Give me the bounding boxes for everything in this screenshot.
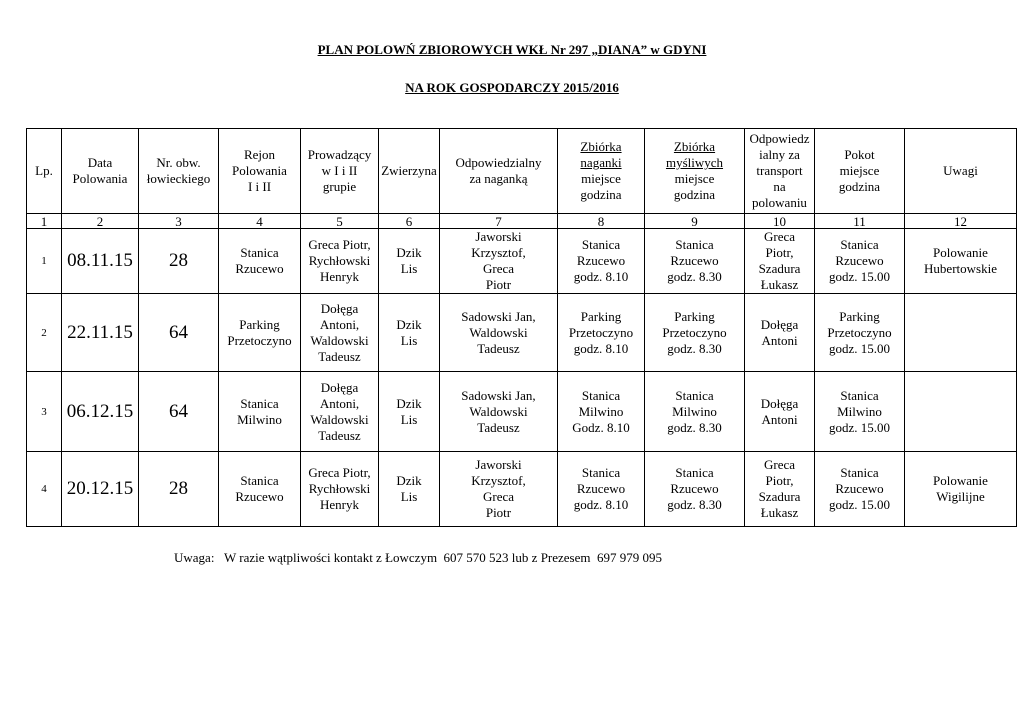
district-number: 28 bbox=[139, 229, 219, 294]
beaters-meeting: Stanica Milwino Godz. 8.10 bbox=[558, 372, 645, 452]
beaters-responsible: Jaworski Krzysztof, Greca Piotr bbox=[440, 452, 558, 527]
beaters-meeting: Parking Przetoczyno godz. 8.10 bbox=[558, 294, 645, 372]
hunters-meeting: Stanica Rzucewo godz. 8.30 bbox=[645, 452, 745, 527]
hunters-meeting: Parking Przetoczyno godz. 8.30 bbox=[645, 294, 745, 372]
note-text: W razie wątpliwości kontakt z Łowczym 607 570 523 lub z Prezesem 697 979 095 bbox=[223, 550, 662, 565]
column-number: 4 bbox=[219, 214, 301, 229]
pokot: Parking Przetoczyno godz. 15.00 bbox=[815, 294, 905, 372]
transport-responsible: Dołęga Antoni bbox=[745, 372, 815, 452]
hunting-area: Stanica Milwino bbox=[219, 372, 301, 452]
beaters-responsible: Sadowski Jan, Waldowski Tadeusz bbox=[440, 372, 558, 452]
column-number: 10 bbox=[745, 214, 815, 229]
header-remarks: Uwagi bbox=[905, 129, 1017, 214]
table-row bbox=[27, 452, 1017, 527]
transport-responsible: Greca Piotr, Szadura Łukasz bbox=[745, 229, 815, 294]
district-number: 28 bbox=[139, 452, 219, 527]
column-number: 5 bbox=[301, 214, 379, 229]
hunt-date: 08.11.15 bbox=[62, 229, 139, 294]
header-hunters-meeting: Zbiórka myśliwych miejsce godzina bbox=[645, 129, 745, 214]
header-pokot: Pokot miejsce godzina bbox=[815, 129, 905, 214]
column-number: 9 bbox=[645, 214, 745, 229]
column-number: 1 bbox=[27, 214, 62, 229]
header-district-number: Nr. obw. łowieckiego bbox=[139, 129, 219, 214]
column-number: 8 bbox=[558, 214, 645, 229]
document-title: PLAN POLOWŃ ZBIOROWYCH WKŁ Nr 297 „DIANA” w GDYNI bbox=[317, 42, 707, 57]
remarks: Polowanie Hubertowskie bbox=[905, 229, 1017, 294]
leader: Dołęga Antoni, Waldowski Tadeusz bbox=[301, 372, 379, 452]
beaters-responsible: Jaworski Krzysztof, Greca Piotr bbox=[440, 229, 558, 294]
column-number: 2 bbox=[62, 214, 139, 229]
row-number: 2 bbox=[27, 294, 62, 372]
hunt-date: 06.12.15 bbox=[62, 372, 139, 452]
hunting-plan-table bbox=[26, 128, 1017, 527]
beaters-responsible: Sadowski Jan, Waldowski Tadeusz bbox=[440, 294, 558, 372]
column-number: 11 bbox=[815, 214, 905, 229]
column-number: 12 bbox=[905, 214, 1017, 229]
contact-note bbox=[174, 550, 662, 566]
document-subtitle: NA ROK GOSPODARCZY 2015/2016 bbox=[405, 80, 619, 95]
remarks: Polowanie Wigilijne bbox=[905, 452, 1017, 527]
hunters-meeting: Stanica Milwino godz. 8.30 bbox=[645, 372, 745, 452]
leader: Greca Piotr, Rychłowski Henryk bbox=[301, 452, 379, 527]
beaters-meeting: Stanica Rzucewo godz. 8.10 bbox=[558, 229, 645, 294]
pokot: Stanica Rzucewo godz. 15.00 bbox=[815, 452, 905, 527]
column-number: 7 bbox=[440, 214, 558, 229]
header-row bbox=[27, 129, 1017, 214]
remarks bbox=[905, 372, 1017, 452]
table-row bbox=[27, 294, 1017, 372]
game: Dzik Lis bbox=[379, 452, 440, 527]
column-number: 6 bbox=[379, 214, 440, 229]
pokot: Stanica Rzucewo godz. 15.00 bbox=[815, 229, 905, 294]
hunting-area: Stanica Rzucewo bbox=[219, 452, 301, 527]
column-number: 3 bbox=[139, 214, 219, 229]
game: Dzik Lis bbox=[379, 229, 440, 294]
header-hunting-area: Rejon Polowania I i II bbox=[219, 129, 301, 214]
header-beaters-responsible: Odpowiedzialny za naganką bbox=[440, 129, 558, 214]
hunt-date: 20.12.15 bbox=[62, 452, 139, 527]
row-number: 4 bbox=[27, 452, 62, 527]
game: Dzik Lis bbox=[379, 294, 440, 372]
table-row bbox=[27, 229, 1017, 294]
header-game: Zwierzyna bbox=[379, 129, 440, 214]
transport-responsible: Greca Piotr, Szadura Łukasz bbox=[745, 452, 815, 527]
note-label: Uwaga: bbox=[174, 550, 215, 565]
hunting-area: Parking Przetoczyno bbox=[219, 294, 301, 372]
remarks bbox=[905, 294, 1017, 372]
hunting-area: Stanica Rzucewo bbox=[219, 229, 301, 294]
column-number-row bbox=[27, 214, 1017, 229]
hunt-date: 22.11.15 bbox=[62, 294, 139, 372]
game: Dzik Lis bbox=[379, 372, 440, 452]
header-date: Data Polowania bbox=[62, 129, 139, 214]
leader: Dołęga Antoni, Waldowski Tadeusz bbox=[301, 294, 379, 372]
row-number: 1 bbox=[27, 229, 62, 294]
row-number: 3 bbox=[27, 372, 62, 452]
district-number: 64 bbox=[139, 372, 219, 452]
header-leader: Prowadzący w I i II grupie bbox=[301, 129, 379, 214]
pokot: Stanica Milwino godz. 15.00 bbox=[815, 372, 905, 452]
header-transport-responsible: Odpowiedz ialny za transport na polowaniu bbox=[745, 129, 815, 214]
district-number: 64 bbox=[139, 294, 219, 372]
leader: Greca Piotr, Rychłowski Henryk bbox=[301, 229, 379, 294]
table-row bbox=[27, 372, 1017, 452]
hunters-meeting: Stanica Rzucewo godz. 8.30 bbox=[645, 229, 745, 294]
transport-responsible: Dołęga Antoni bbox=[745, 294, 815, 372]
header-beaters-meeting: Zbiórka naganki miejsce godzina bbox=[558, 129, 645, 214]
beaters-meeting: Stanica Rzucewo godz. 8.10 bbox=[558, 452, 645, 527]
header-lp: Lp. bbox=[27, 129, 62, 214]
